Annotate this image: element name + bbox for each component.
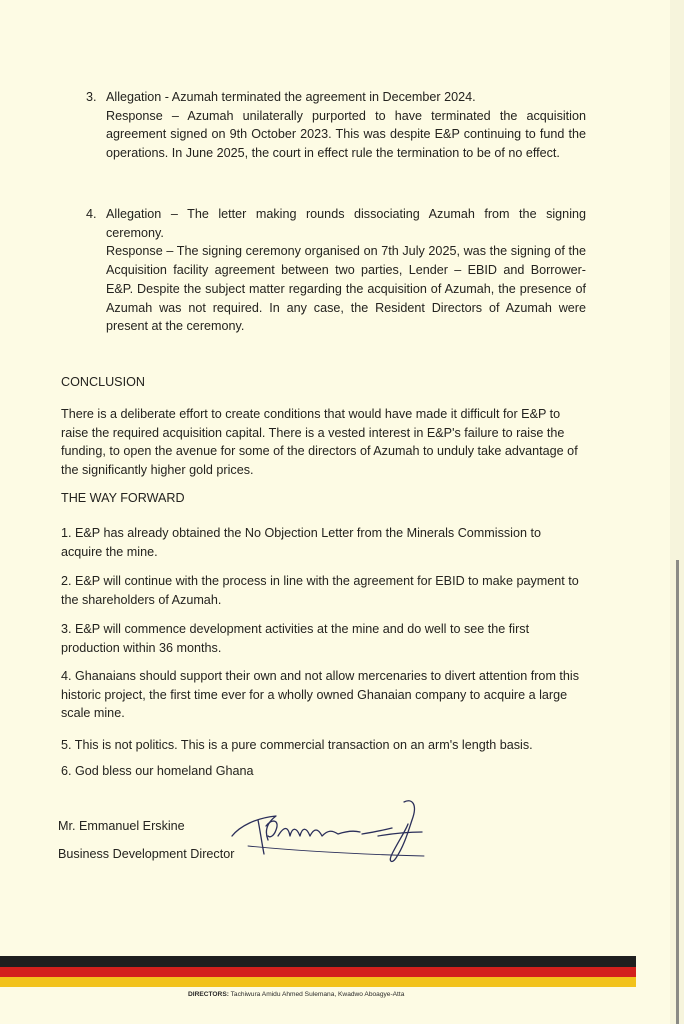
allegation-text: Allegation – The letter making rounds dissociating Azumah from the signing ceremony.: [106, 207, 586, 240]
conclusion-paragraph: [61, 405, 584, 480]
way-forward-item: [61, 620, 584, 657]
way-forward-item-2: 2. E&P will continue with the process in line with the agreement for EBID to make payment to the shareholders of Azumah.: [61, 574, 579, 607]
response-text: Response – The signing ceremony organised on 7th July 2025, was the signing of the Acquisition facility agreement between two parties, Lender – EBID and Borrower- E&P. Despite the subject matter regarding the acquisition of Azumah, the presence of Azumah was not required. In any case, the Resident Directors of Azumah were present at the ceremony.: [106, 244, 586, 334]
way-forward-item-3: 3. E&P will commence development activities at the mine and do well to see the first production within 36 months.: [61, 622, 530, 655]
signatory-name: Mr. Emmanuel Erskine: [58, 819, 185, 833]
way-forward-item: [61, 572, 584, 609]
way-forward-item-5: 5. This is not politics. This is a pure commercial transaction on an arm's length basis.: [61, 738, 533, 752]
way-forward-item-1: 1. E&P has already obtained the No Objection Letter from the Minerals Commission to acquire the mine.: [61, 526, 541, 559]
way-forward-heading: THE WAY FORWARD: [61, 491, 185, 505]
stripe-red: [0, 967, 636, 977]
allegation-text: Allegation - Azumah terminated the agreement in December 2024.: [106, 90, 476, 104]
allegation-number: 4.: [86, 207, 97, 221]
directors-footer: [188, 991, 404, 998]
conclusion-text: There is a deliberate effort to create conditions that would have made it difficult for E&P to raise the required acquisition capital. There is a vested interest in E&P's failure to raise the funding, to open the avenue for some of the directors of Azumah to unduly take advantage of the significantly higher gold prices.: [61, 407, 578, 478]
conclusion-heading: CONCLUSION: [61, 375, 145, 389]
signatory-title: Business Development Director: [58, 847, 235, 861]
response-text: Response – Azumah unilaterally purported to have terminated the acquisition agreement signed on 9th October 2023. This was despite E&P continuing to fund the operations. In June 2025, the court in effect rule the termination to be of no effect.: [106, 108, 586, 161]
handwritten-signature: [228, 796, 428, 866]
stripe-gold: [0, 977, 636, 987]
stripe-black: [0, 956, 636, 967]
allegation-number: 3.: [86, 90, 97, 104]
directors-label: DIRECTORS:: [188, 991, 229, 998]
way-forward-item: [61, 762, 584, 781]
allegation-4: [86, 205, 586, 336]
directors-names: Tachiwura Amidu Ahmed Sulemana, Kwadwo Aboagye-Atta: [230, 991, 405, 998]
way-forward-item: [61, 524, 584, 561]
allegation-3: [86, 88, 586, 163]
page-edge-shadow: [676, 560, 679, 1024]
way-forward-item: [61, 736, 584, 755]
way-forward-item-6: 6. God bless our homeland Ghana: [61, 764, 254, 778]
way-forward-item: [61, 667, 584, 723]
way-forward-item-4: 4. Ghanaians should support their own and not allow mercenaries to divert attention from this historic project, the first time ever for a wholly owned Ghanaian company to acquire a large scale mine.: [61, 669, 580, 721]
flag-stripes: [0, 956, 636, 987]
